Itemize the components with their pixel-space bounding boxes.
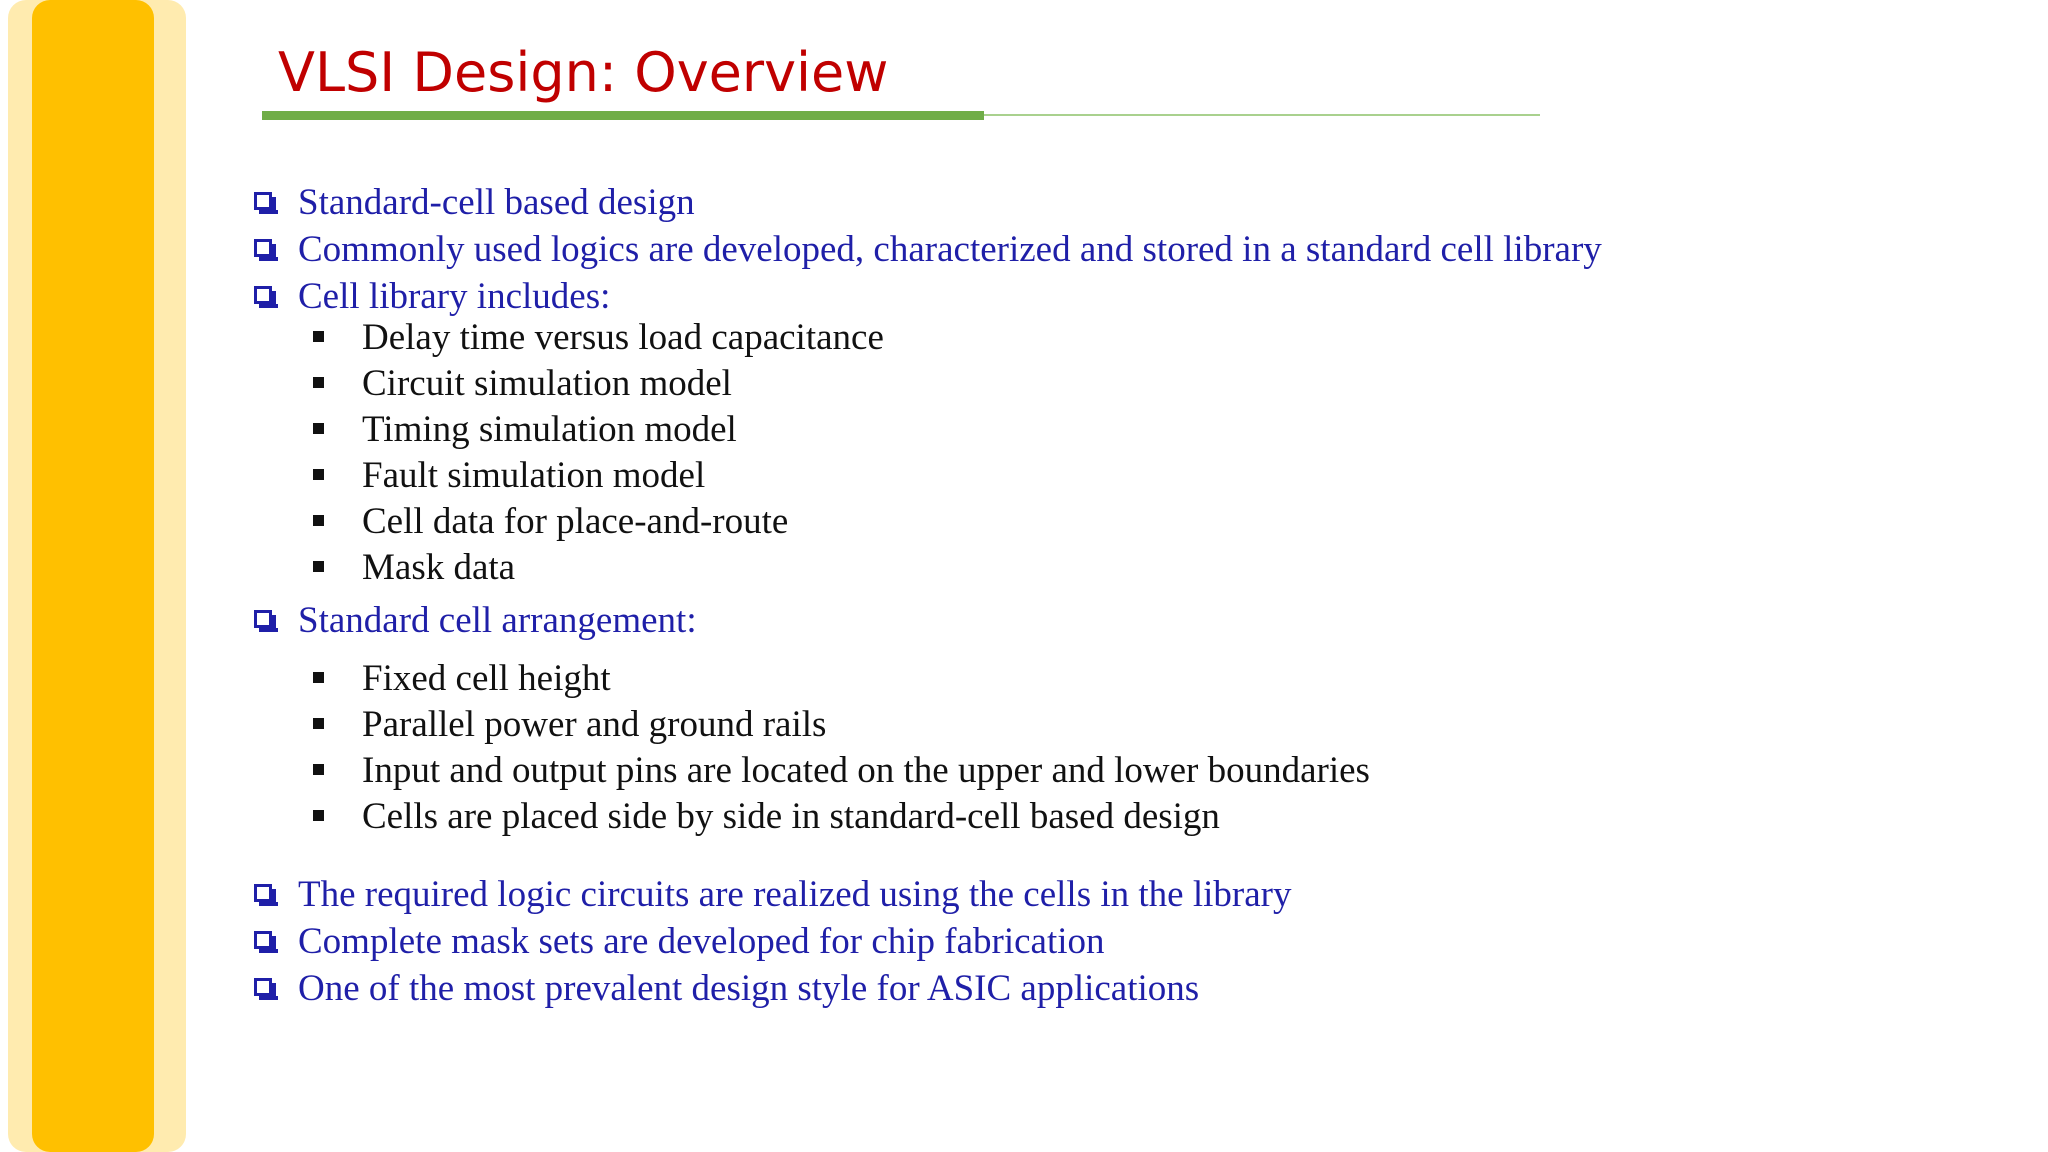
- bullet-standard-cell-arrangement: [254, 598, 697, 644]
- bullet-text: Cell library includes:: [298, 276, 611, 317]
- filled-square-bullet-icon: [313, 718, 324, 729]
- bullet-standard-cell-design: [254, 180, 695, 226]
- filled-square-bullet-icon: [313, 469, 324, 480]
- sub-bullet-library-item: [313, 499, 788, 545]
- hollow-square-bullet-icon: [254, 239, 278, 263]
- bullet-text: Complete mask sets are developed for chip fabrication: [298, 921, 1105, 962]
- bullet-mask-sets: [254, 919, 1105, 965]
- bullet-cell-library-includes: [254, 274, 610, 320]
- sub-bullet-library-item: [313, 407, 737, 453]
- sub-bullet-text: Mask data: [362, 547, 516, 588]
- filled-square-bullet-icon: [313, 331, 324, 342]
- bullet-text: The required logic circuits are realized using the cells in the library: [298, 874, 1292, 915]
- sub-bullet-text: Cell data for place-and-route: [362, 501, 789, 542]
- sub-bullet-library-item: [313, 545, 515, 591]
- hollow-square-bullet-icon: [254, 192, 278, 216]
- hollow-square-bullet-icon: [254, 978, 278, 1002]
- sub-bullet-text: Fixed cell height: [362, 658, 611, 699]
- bullet-text: One of the most prevalent design style for ASIC applications: [298, 968, 1200, 1009]
- hollow-square-bullet-icon: [254, 286, 278, 310]
- sub-bullet-text: Cells are placed side by side in standard-cell based design: [362, 796, 1220, 837]
- sub-bullet-text: Input and output pins are located on the upper and lower boundaries: [362, 750, 1370, 791]
- slide-title: VLSI Design: Overview: [278, 41, 889, 104]
- filled-square-bullet-icon: [313, 515, 324, 526]
- bullet-text: Standard-cell based design: [298, 182, 695, 223]
- filled-square-bullet-icon: [313, 561, 324, 572]
- sub-bullet-arrangement-item: [313, 794, 1220, 840]
- filled-square-bullet-icon: [313, 423, 324, 434]
- sub-bullet-library-item: [313, 361, 732, 407]
- hollow-square-bullet-icon: [254, 610, 278, 634]
- bullet-common-logics: [254, 227, 1602, 273]
- sub-bullet-text: Timing simulation model: [362, 409, 737, 450]
- filled-square-bullet-icon: [313, 672, 324, 683]
- sub-bullet-text: Delay time versus load capacitance: [362, 317, 884, 358]
- bullet-asic-design-style: [254, 966, 1199, 1012]
- sub-bullet-arrangement-item: [313, 656, 611, 702]
- sub-bullet-library-item: [313, 315, 884, 361]
- sub-bullet-text: Fault simulation model: [362, 455, 706, 496]
- filled-square-bullet-icon: [313, 810, 324, 821]
- sub-bullet-text: Parallel power and ground rails: [362, 704, 827, 745]
- sub-bullet-arrangement-item: [313, 748, 1370, 794]
- filled-square-bullet-icon: [313, 377, 324, 388]
- sub-bullet-library-item: [313, 453, 705, 499]
- bullet-text: Standard cell arrangement:: [298, 600, 697, 641]
- hollow-square-bullet-icon: [254, 884, 278, 908]
- sub-bullet-text: Circuit simulation model: [362, 363, 732, 404]
- bullet-text: Commonly used logics are developed, characterized and stored in a standard cell library: [298, 229, 1602, 270]
- sub-bullet-arrangement-item: [313, 702, 826, 748]
- hollow-square-bullet-icon: [254, 931, 278, 955]
- bullet-logic-circuits-realized: [254, 872, 1291, 918]
- filled-square-bullet-icon: [313, 764, 324, 775]
